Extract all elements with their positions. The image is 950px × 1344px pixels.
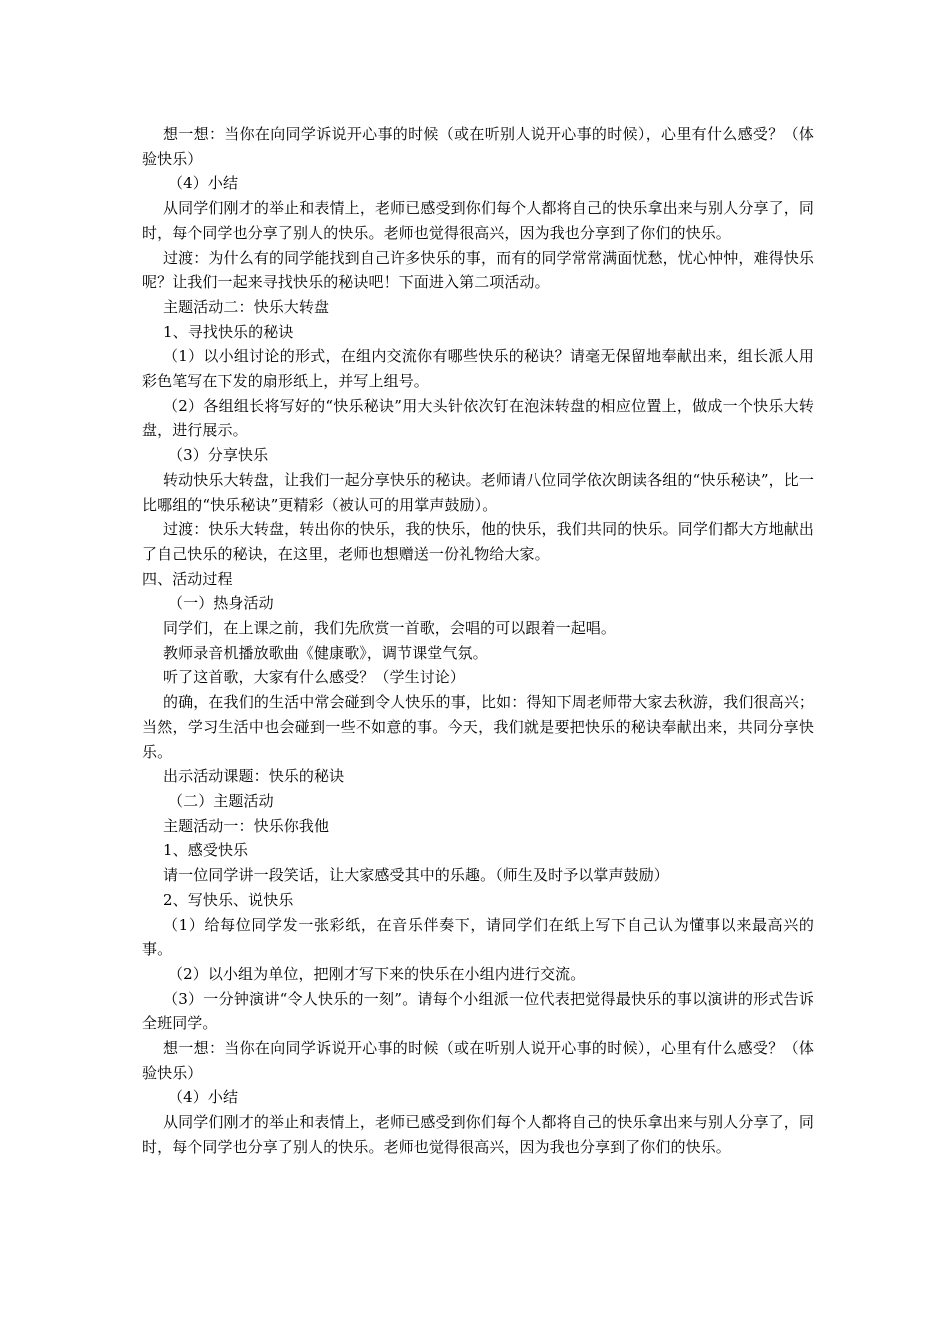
paragraph: 想一想：当你在向同学诉说开心事的时候（或在听别人说开心事的时候），心里有什么感受？（体验快乐） <box>142 125 814 168</box>
subsection-heading: （二）主题活动 <box>168 791 274 810</box>
paragraph: 同学们，在上课之前，我们先欣赏一首歌，会唱的可以跟着一起唱。 <box>163 619 617 638</box>
paragraph: （1）给每位同学发一张彩纸，在音乐伴奏下，请同学们在纸上写下自己认为懂事以来最高兴的事。 <box>142 915 814 959</box>
paragraph: 过渡：为什么有的同学能找到自己许多快乐的事，而有的同学常常满面忧愁，忧心忡忡，难得快乐呢？让我们一起来寻找快乐的秘诀吧！下面进入第二项活动。 <box>142 248 814 292</box>
paragraph: （2）各组组长将写好的“快乐秘诀”用大头针依次钉在泡沫转盘的相应位置上，做成一个快乐大转盘，进行展示。 <box>142 396 814 440</box>
paragraph: （4）小结 <box>168 174 239 193</box>
section-heading: 四、活动过程 <box>142 569 233 588</box>
paragraph: 出示活动课题：快乐的秘诀 <box>163 767 345 786</box>
paragraph: （3）分享快乐 <box>168 446 269 465</box>
paragraph: 想一想：当你在向同学诉说开心事的时候（或在听别人说开心事的时候），心里有什么感受？（体验快乐） <box>142 1039 814 1082</box>
subsection-heading: （一）热身活动 <box>168 594 274 613</box>
paragraph: 1、感受快乐 <box>163 841 249 860</box>
paragraph: （1）以小组讨论的形式，在组内交流你有哪些快乐的秘诀？请毫无保留地奉献出来，组长派人用彩色笔写在下发的扇形纸上，并写上组号。 <box>142 347 814 391</box>
heading-activity-two: 主题活动二：快乐大转盘 <box>163 297 330 316</box>
paragraph: 教师录音机播放歌曲《健康歌》，调节课堂气氛。 <box>163 643 488 662</box>
paragraph: 请一位同学讲一段笑话，让大家感受其中的乐趣。（师生及时予以掌声鼓励） <box>163 866 669 885</box>
paragraph: 1、寻找快乐的秘诀 <box>163 322 294 341</box>
paragraph: 从同学们刚才的举止和表情上，老师已感受到你们每个人都将自己的快乐拿出来与别人分享了，同时，每个同学也分享了别人的快乐。老师也觉得很高兴，因为我也分享到了你们的快乐。 <box>142 1113 814 1156</box>
paragraph: 听了这首歌，大家有什么感受？（学生讨论） <box>163 668 466 687</box>
heading-activity-one: 主题活动一：快乐你我他 <box>163 816 330 835</box>
paragraph: 2、写快乐、说快乐 <box>163 890 294 909</box>
paragraph: （3）一分钟演讲“令人快乐的一刻”。请每个小组派一位代表把觉得最快乐的事以演讲的形式告诉全班同学。 <box>142 989 814 1033</box>
paragraph: 从同学们刚才的举止和表情上，老师已感受到你们每个人都将自己的快乐拿出来与别人分享了，同时，每个同学也分享了别人的快乐。老师也觉得很高兴，因为我也分享到了你们的快乐。 <box>142 199 814 242</box>
paragraph: 的确，在我们的生活中常会碰到令人快乐的事，比如：得知下周老师带大家去秋游，我们很高兴；当然，学习生活中也会碰到一些不如意的事。今天，我们就是要把快乐的秘诀奉献出来，共同分享快乐。 <box>142 693 814 761</box>
paragraph: 转动快乐大转盘，让我们一起分享快乐的秘诀。老师请八位同学依次朗读各组的“快乐秘诀”，比一比哪组的“快乐秘诀”更精彩（被认可的用掌声鼓励）。 <box>142 470 814 514</box>
paragraph: 过渡：快乐大转盘，转出你的快乐，我的快乐，他的快乐，我们共同的快乐。同学们都大方地献出了自己快乐的秘诀，在这里，老师也想赠送一份礼物给大家。 <box>142 520 814 563</box>
paragraph: （2）以小组为单位，把刚才写下来的快乐在小组内进行交流。 <box>168 964 586 983</box>
paragraph: （4）小结 <box>168 1088 239 1107</box>
document-body <box>142 122 814 1160</box>
